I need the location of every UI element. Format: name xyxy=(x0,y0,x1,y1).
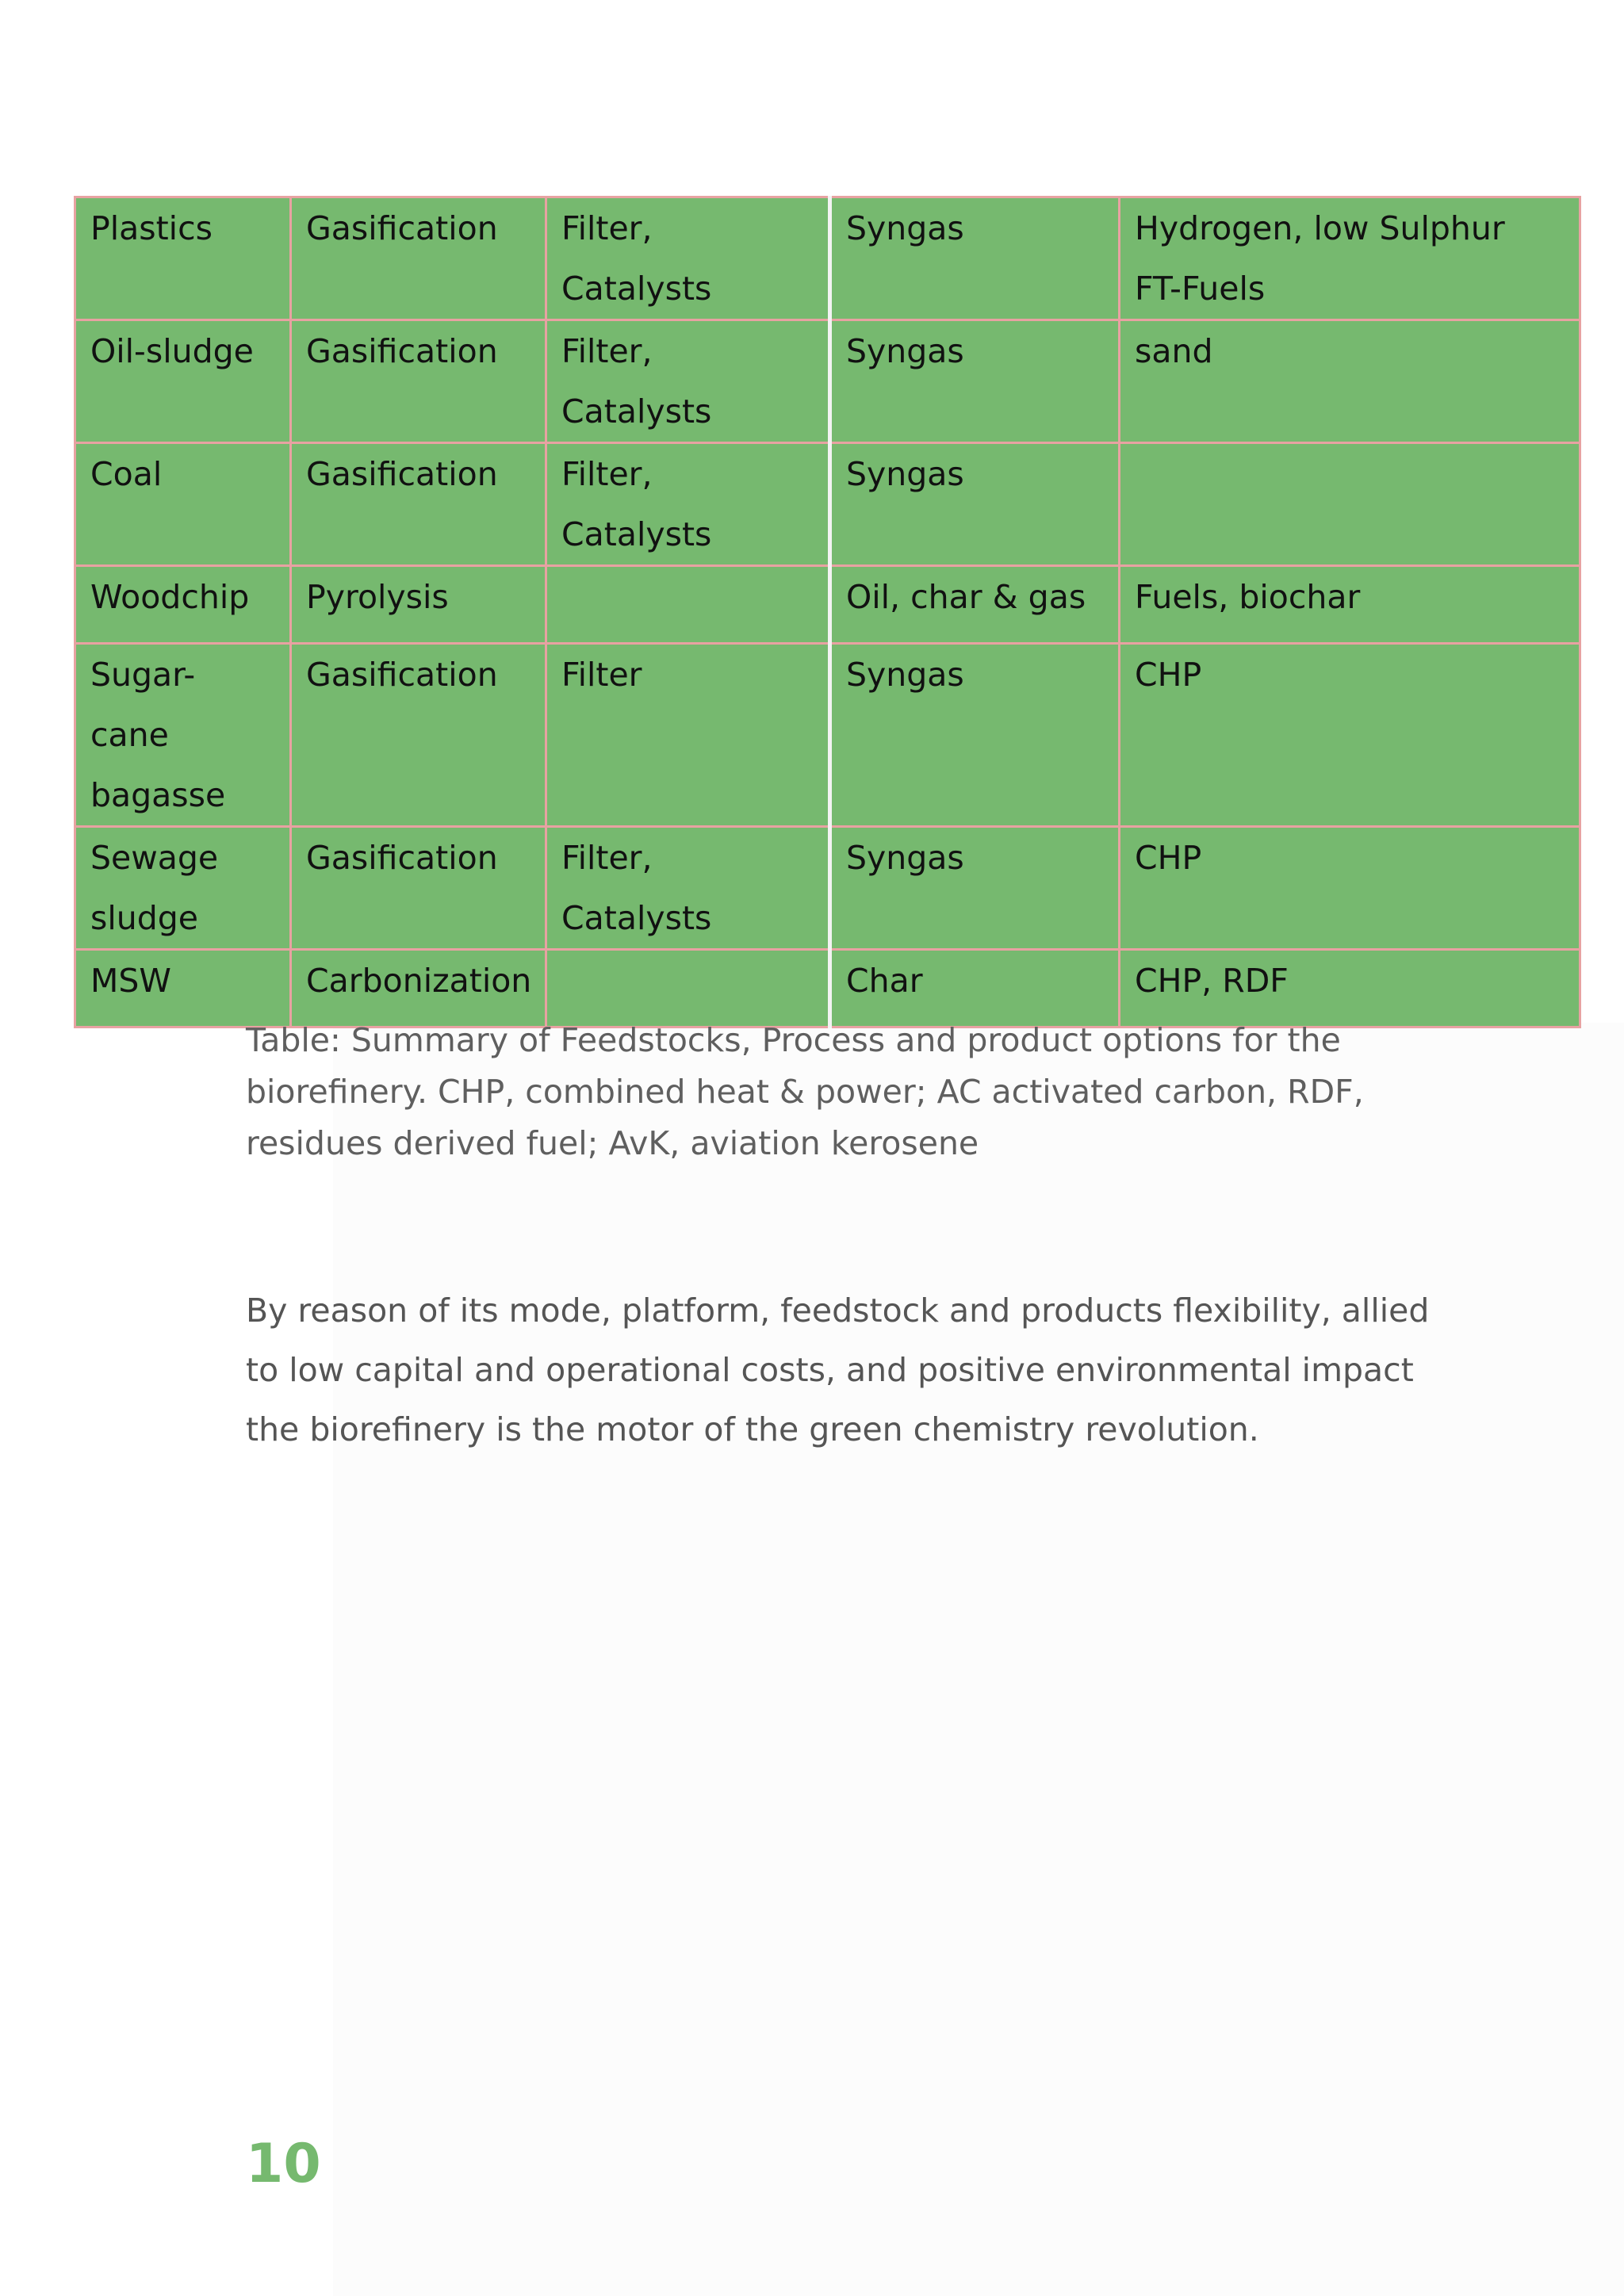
table-caption: Table: Summary of Feedstocks, Process and product options for the biorefinery. CHP, combined heat & power; AC activated carbon, RDF, residues derived fuel; AvK, aviation kerosene xyxy=(246,1021,1364,1162)
cell-intermediate: Oil, char & gas xyxy=(830,566,1120,644)
cell-feedstock: Coal xyxy=(75,443,291,566)
cell-intermediate: Syngas xyxy=(830,320,1120,443)
cell-cleanup: Filter, Catalysts xyxy=(546,443,830,566)
table-row xyxy=(75,443,1580,566)
feedstock-table xyxy=(74,196,1581,1028)
cell-intermediate: Syngas xyxy=(830,644,1120,827)
cell-feedstock: Plastics xyxy=(75,197,291,320)
page-background-shade xyxy=(333,1023,1624,2296)
cell-products: sand xyxy=(1120,320,1580,443)
cell-cleanup: Filter, Catalysts xyxy=(546,827,830,950)
table-row xyxy=(75,320,1580,443)
cell-products: CHP, RDF xyxy=(1120,950,1580,1027)
cell-feedstock: Sugar- cane bagasse xyxy=(75,644,291,827)
cell-feedstock: MSW xyxy=(75,950,291,1027)
cell-products: CHP xyxy=(1120,827,1580,950)
cell-feedstock: Sewage sludge xyxy=(75,827,291,950)
cell-cleanup: Filter xyxy=(546,644,830,827)
cell-products xyxy=(1120,443,1580,566)
cell-process: Gasification xyxy=(291,827,546,950)
table-row xyxy=(75,197,1580,320)
cell-process: Gasification xyxy=(291,197,546,320)
cell-products: CHP xyxy=(1120,644,1580,827)
cell-process: Gasification xyxy=(291,320,546,443)
table-row xyxy=(75,827,1580,950)
cell-cleanup xyxy=(546,566,830,644)
cell-intermediate: Syngas xyxy=(830,197,1120,320)
table-row xyxy=(75,644,1580,827)
feedstock-table-body xyxy=(75,197,1580,1027)
cell-products: Fuels, biochar xyxy=(1120,566,1580,644)
cell-process: Pyrolysis xyxy=(291,566,546,644)
cell-cleanup: Filter, Catalysts xyxy=(546,320,830,443)
cell-cleanup: Filter, Catalysts xyxy=(546,197,830,320)
cell-process: Gasification xyxy=(291,644,546,827)
page-number: 10 xyxy=(246,2133,321,2195)
cell-intermediate: Char xyxy=(830,950,1120,1027)
cell-intermediate: Syngas xyxy=(830,443,1120,566)
cell-feedstock: Woodchip xyxy=(75,566,291,644)
cell-feedstock: Oil-sludge xyxy=(75,320,291,443)
cell-intermediate: Syngas xyxy=(830,827,1120,950)
body-paragraph: By reason of its mode, platform, feedstock and products flexibility, allied to low capital and operational costs, and positive environmental impact the biorefinery is the motor of the green chemistry revolution. xyxy=(246,1292,1430,1448)
cell-process: Carbonization xyxy=(291,950,546,1027)
table-row xyxy=(75,566,1580,644)
cell-products: Hydrogen, low Sulphur FT-Fuels xyxy=(1120,197,1580,320)
cell-process: Gasification xyxy=(291,443,546,566)
